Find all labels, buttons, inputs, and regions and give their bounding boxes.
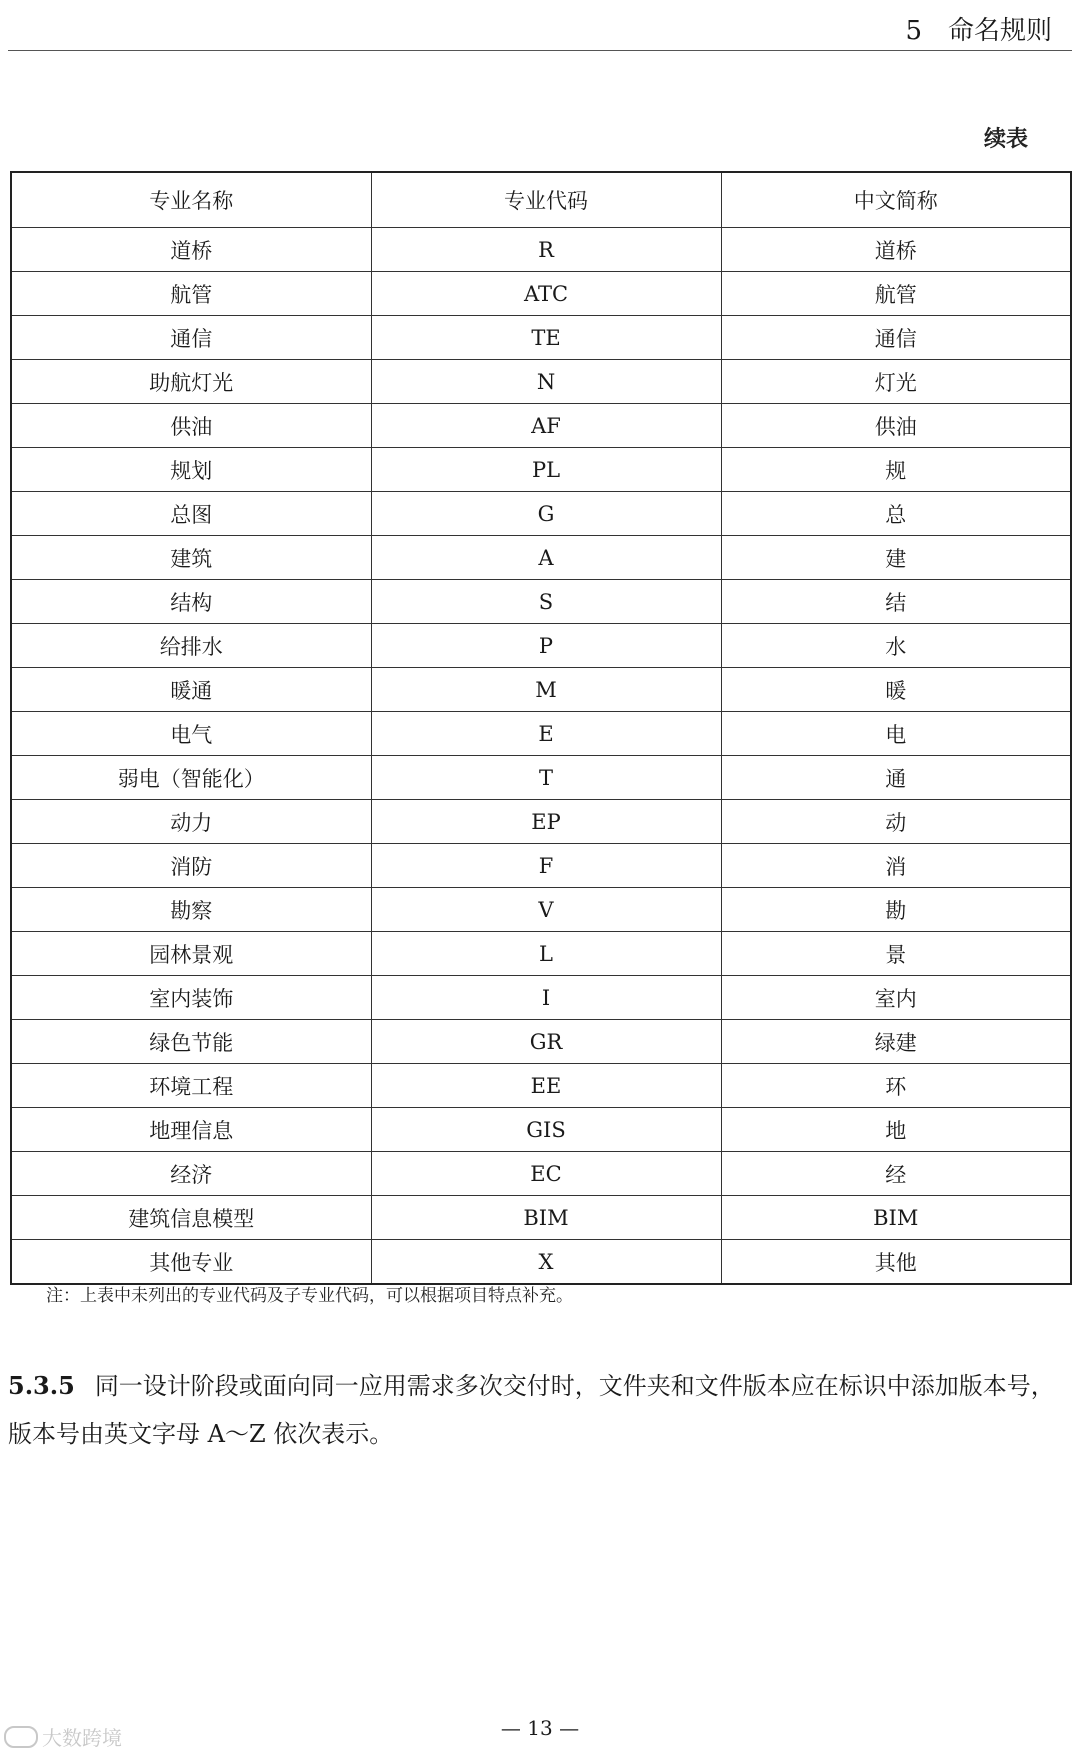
table-row xyxy=(11,1240,1071,1285)
chinese-abbreviation-cell: 经 xyxy=(721,1152,1071,1196)
chinese-abbreviation-cell: 动 xyxy=(721,800,1071,844)
discipline-name-cell: 结构 xyxy=(11,580,371,624)
table-row xyxy=(11,844,1071,888)
table-row xyxy=(11,800,1071,844)
running-header xyxy=(905,10,1052,47)
discipline-name-cell: 其他专业 xyxy=(11,1240,371,1285)
discipline-name-cell: 供油 xyxy=(11,404,371,448)
chinese-abbreviation-cell: 供油 xyxy=(721,404,1071,448)
table-row xyxy=(11,756,1071,800)
discipline-name-cell: 规划 xyxy=(11,448,371,492)
watermark xyxy=(4,1722,122,1751)
chinese-abbreviation-cell: 其他 xyxy=(721,1240,1071,1285)
chinese-abbreviation-cell: 灯光 xyxy=(721,360,1071,404)
discipline-name-cell: 室内装饰 xyxy=(11,976,371,1020)
chapter-number: 5 xyxy=(905,16,922,46)
discipline-name-cell: 建筑 xyxy=(11,536,371,580)
chinese-abbreviation-cell: 勘 xyxy=(721,888,1071,932)
discipline-name-cell: 园林景观 xyxy=(11,932,371,976)
discipline-code-cell: GIS xyxy=(371,1108,721,1152)
discipline-name-cell: 航管 xyxy=(11,272,371,316)
discipline-name-cell: 经济 xyxy=(11,1152,371,1196)
table-header-row xyxy=(11,172,1071,228)
table-body xyxy=(11,228,1071,1285)
column-header: 专业名称 xyxy=(11,172,371,228)
table-note: 注：上表中未列出的专业代码及子专业代码，可以根据项目特点补充。 xyxy=(46,1286,573,1306)
table-row xyxy=(11,976,1071,1020)
watermark-logo-icon xyxy=(4,1726,38,1748)
discipline-code-cell: TE xyxy=(371,316,721,360)
discipline-code-cell: F xyxy=(371,844,721,888)
discipline-code-cell: G xyxy=(371,492,721,536)
table-row xyxy=(11,668,1071,712)
discipline-code-cell: L xyxy=(371,932,721,976)
discipline-code-table xyxy=(10,171,1072,1285)
discipline-code-cell: A xyxy=(371,536,721,580)
table-row xyxy=(11,1108,1071,1152)
chinese-abbreviation-cell: BIM xyxy=(721,1196,1071,1240)
table-row xyxy=(11,448,1071,492)
discipline-name-cell: 建筑信息模型 xyxy=(11,1196,371,1240)
table-row xyxy=(11,712,1071,756)
table-row xyxy=(11,536,1071,580)
discipline-name-cell: 勘察 xyxy=(11,888,371,932)
chinese-abbreviation-cell: 总 xyxy=(721,492,1071,536)
table-continued-label: 续表 xyxy=(983,127,1028,152)
chinese-abbreviation-cell: 室内 xyxy=(721,976,1071,1020)
discipline-name-cell: 暖通 xyxy=(11,668,371,712)
discipline-code-cell: AF xyxy=(371,404,721,448)
table-row xyxy=(11,360,1071,404)
table-row xyxy=(11,1152,1071,1196)
discipline-name-cell: 电气 xyxy=(11,712,371,756)
table-row xyxy=(11,492,1071,536)
discipline-code-cell: R xyxy=(371,228,721,272)
table-row xyxy=(11,1064,1071,1108)
watermark-text: 大数跨境 xyxy=(42,1726,122,1750)
table-row xyxy=(11,624,1071,668)
table-row xyxy=(11,1196,1071,1240)
header-divider xyxy=(8,50,1072,51)
table-row xyxy=(11,888,1071,932)
chinese-abbreviation-cell: 环 xyxy=(721,1064,1071,1108)
discipline-name-cell: 助航灯光 xyxy=(11,360,371,404)
page-number: — 13 — xyxy=(500,1716,580,1740)
discipline-code-cell: BIM xyxy=(371,1196,721,1240)
clause-number: 5.3.5 xyxy=(8,1371,75,1400)
clause-paragraph xyxy=(8,1362,1072,1458)
discipline-code-cell: EC xyxy=(371,1152,721,1196)
discipline-code-cell: PL xyxy=(371,448,721,492)
discipline-code-cell: GR xyxy=(371,1020,721,1064)
chinese-abbreviation-cell: 通 xyxy=(721,756,1071,800)
chinese-abbreviation-cell: 水 xyxy=(721,624,1071,668)
discipline-code-cell: I xyxy=(371,976,721,1020)
table-row xyxy=(11,228,1071,272)
chinese-abbreviation-cell: 绿建 xyxy=(721,1020,1071,1064)
discipline-code-cell: N xyxy=(371,360,721,404)
chapter-title: 命名规则 xyxy=(947,16,1052,46)
chinese-abbreviation-cell: 电 xyxy=(721,712,1071,756)
discipline-name-cell: 通信 xyxy=(11,316,371,360)
column-header: 中文简称 xyxy=(721,172,1071,228)
discipline-code-cell: M xyxy=(371,668,721,712)
table-row xyxy=(11,272,1071,316)
discipline-name-cell: 总图 xyxy=(11,492,371,536)
discipline-name-cell: 给排水 xyxy=(11,624,371,668)
chinese-abbreviation-cell: 道桥 xyxy=(721,228,1071,272)
discipline-code-cell: EE xyxy=(371,1064,721,1108)
table-row xyxy=(11,316,1071,360)
chinese-abbreviation-cell: 规 xyxy=(721,448,1071,492)
table-row xyxy=(11,932,1071,976)
discipline-name-cell: 地理信息 xyxy=(11,1108,371,1152)
chinese-abbreviation-cell: 地 xyxy=(721,1108,1071,1152)
discipline-name-cell: 动力 xyxy=(11,800,371,844)
chinese-abbreviation-cell: 结 xyxy=(721,580,1071,624)
discipline-code-cell: EP xyxy=(371,800,721,844)
discipline-code-cell: V xyxy=(371,888,721,932)
chinese-abbreviation-cell: 建 xyxy=(721,536,1071,580)
discipline-name-cell: 消防 xyxy=(11,844,371,888)
table-row xyxy=(11,1020,1071,1064)
column-header: 专业代码 xyxy=(371,172,721,228)
discipline-code-cell: P xyxy=(371,624,721,668)
chinese-abbreviation-cell: 消 xyxy=(721,844,1071,888)
discipline-code-cell: S xyxy=(371,580,721,624)
table-row xyxy=(11,580,1071,624)
discipline-name-cell: 绿色节能 xyxy=(11,1020,371,1064)
chinese-abbreviation-cell: 景 xyxy=(721,932,1071,976)
discipline-name-cell: 弱电（智能化） xyxy=(11,756,371,800)
discipline-code-cell: X xyxy=(371,1240,721,1285)
chinese-abbreviation-cell: 暖 xyxy=(721,668,1071,712)
discipline-code-cell: E xyxy=(371,712,721,756)
discipline-code-cell: ATC xyxy=(371,272,721,316)
chinese-abbreviation-cell: 航管 xyxy=(721,272,1071,316)
discipline-name-cell: 环境工程 xyxy=(11,1064,371,1108)
discipline-name-cell: 道桥 xyxy=(11,228,371,272)
table-row xyxy=(11,404,1071,448)
clause-text: 同一设计阶段或面向同一应用需求多次交付时，文件夹和文件版本应在标识中添加版本号，版本号由英文字母 A～Z 依次表示。 xyxy=(8,1372,1055,1448)
chinese-abbreviation-cell: 通信 xyxy=(721,316,1071,360)
discipline-code-cell: T xyxy=(371,756,721,800)
